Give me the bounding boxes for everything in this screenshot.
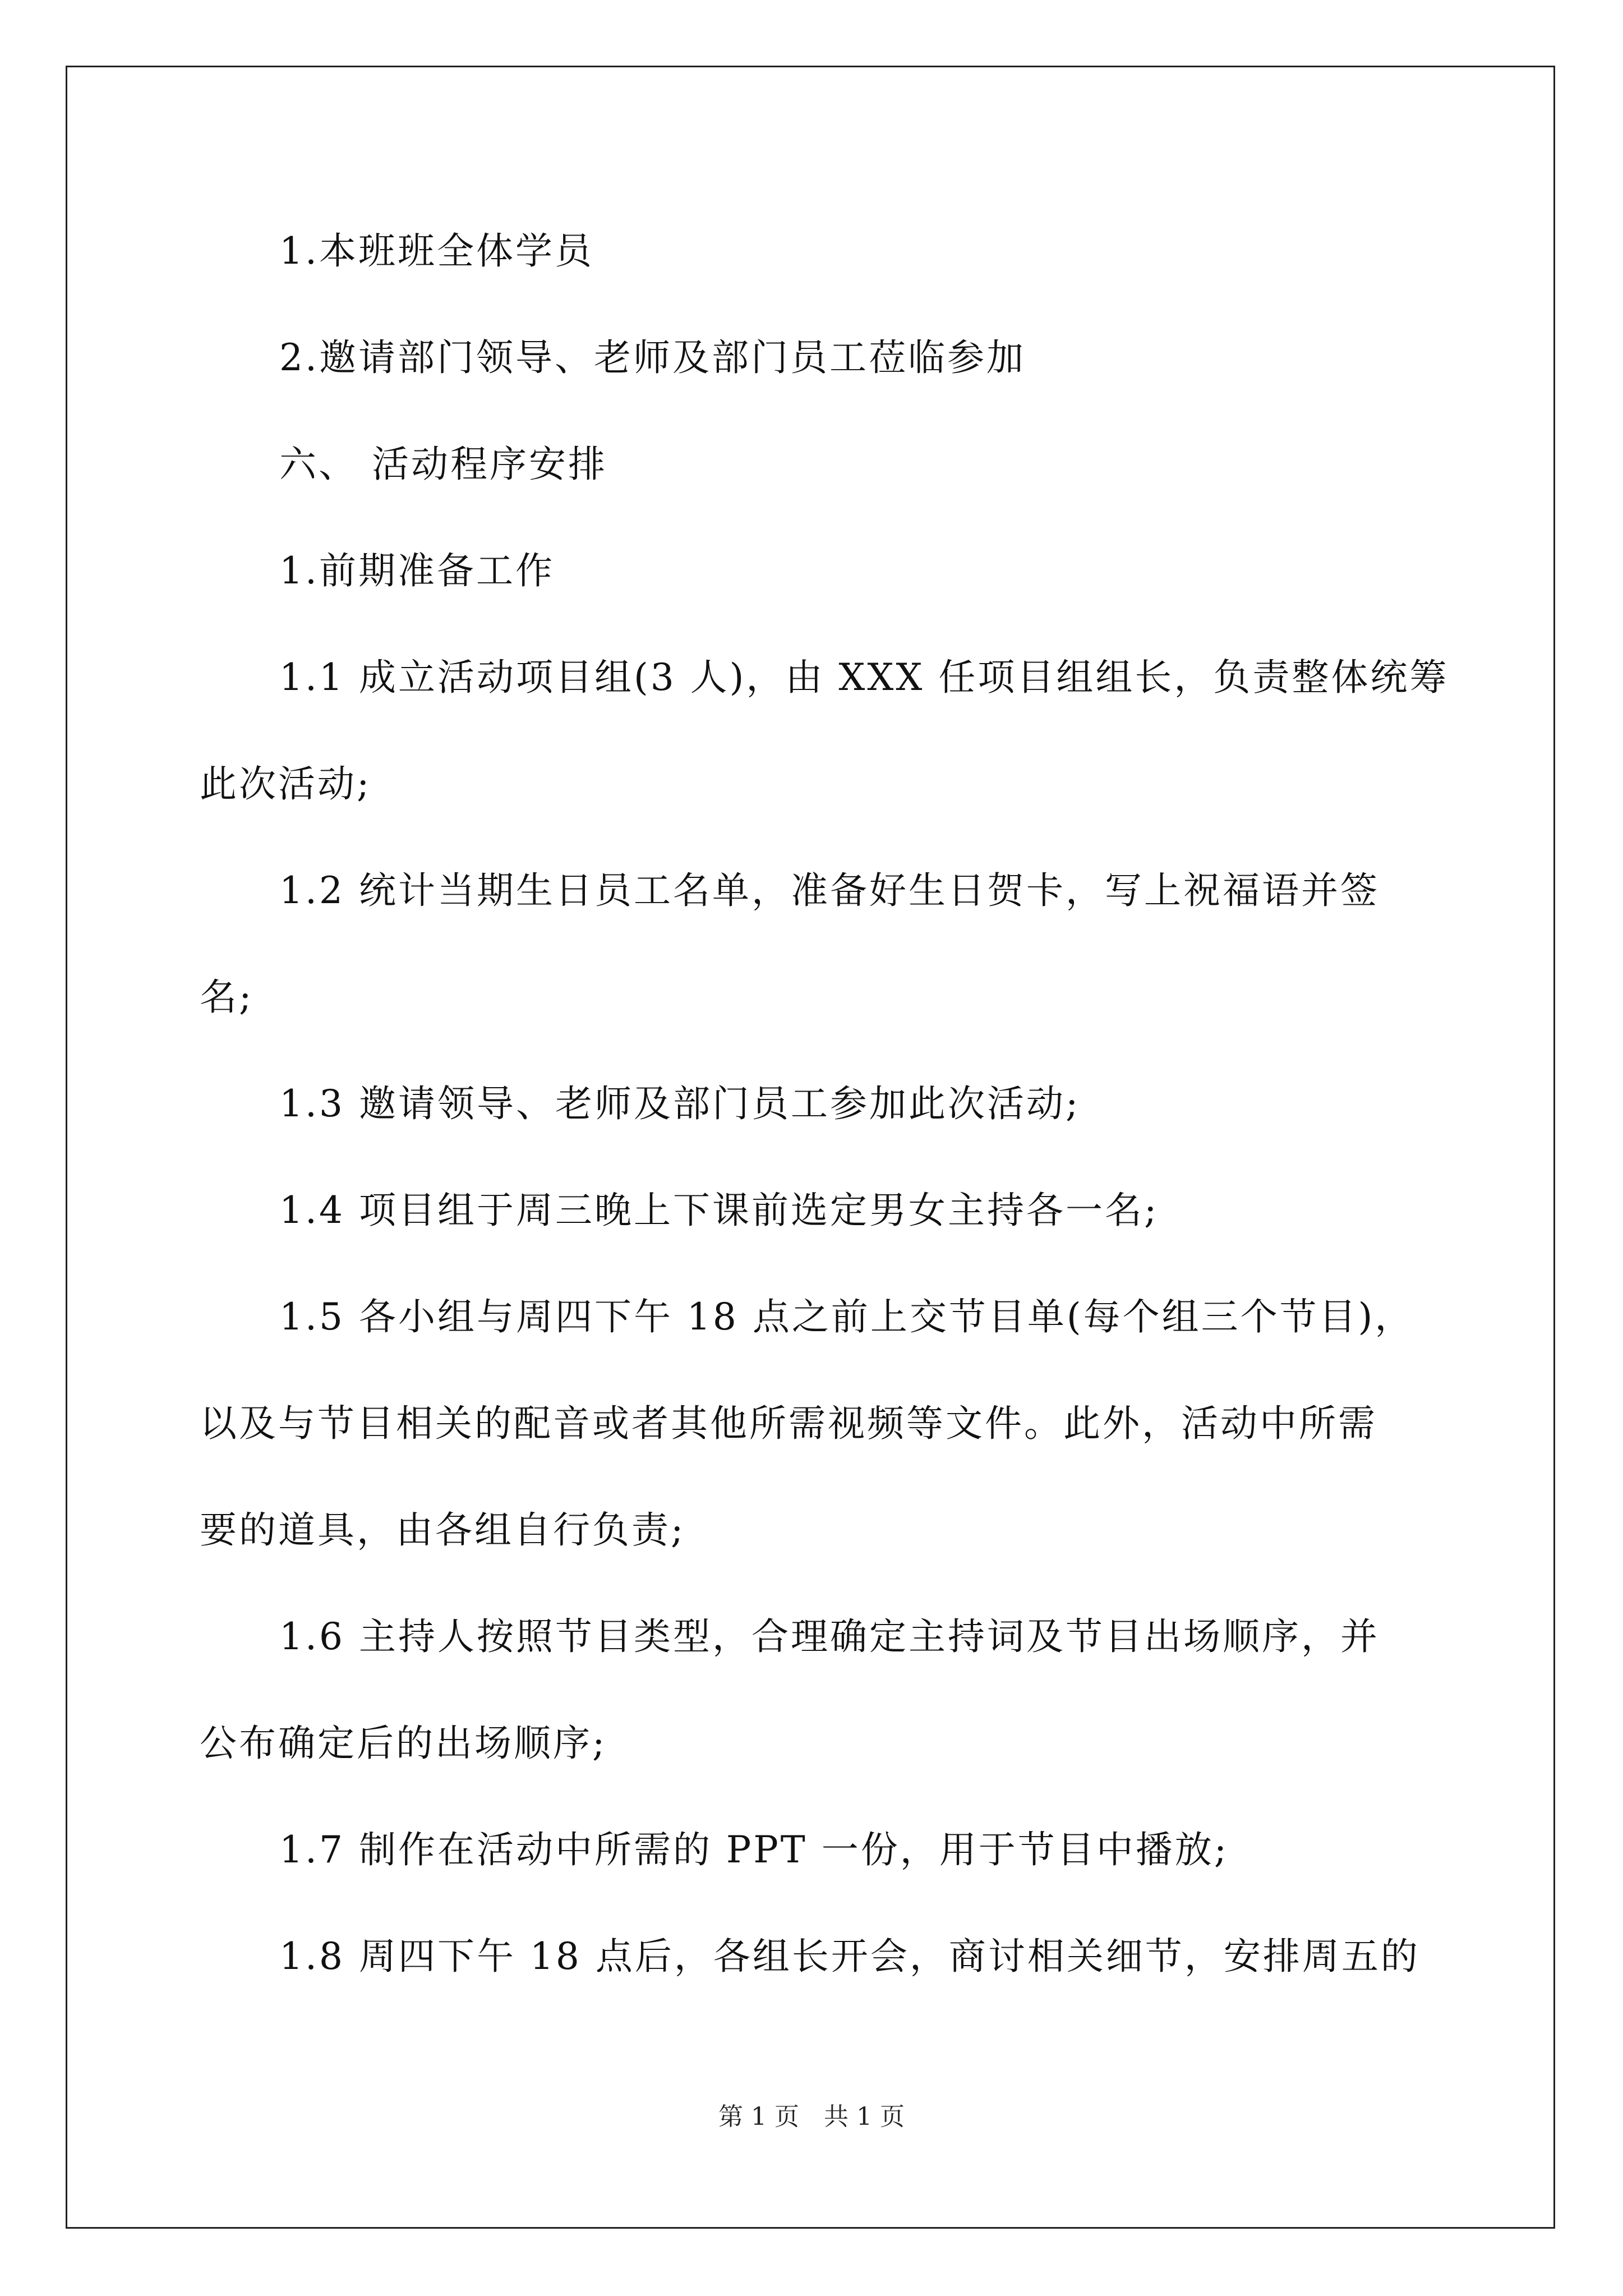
text-line: 名; [200,976,254,1019]
text-line: 1.1 成立活动项目组(3 人)，由 XXX 任项目组组长，负责整体统筹 [279,656,1449,699]
text-line: 1.6 主持人按照节目类型，合理确定主持词及节目出场顺序，并 [279,1615,1380,1658]
text-line: 1.2 统计当期生日员工名单，准备好生日贺卡，写上祝福语并签 [279,869,1380,912]
text-line: 1.前期准备工作 [279,549,555,592]
text-line: 此次活动; [200,762,372,806]
section-heading: 六、 活动程序安排 [279,443,607,486]
page-border [66,66,1555,2229]
text-line: 1.5 各小组与周四下午 18 点之前上交节目单(每个组三个节目)， [279,1295,1414,1338]
text-line: 1.4 项目组于周三晚上下课前选定男女主持各一名; [279,1189,1159,1232]
text-line: 1.3 邀请领导、老师及部门员工参加此次活动; [279,1082,1081,1125]
text-line: 公布确定后的出场顺序; [200,1722,607,1765]
text-line: 以及与节目相关的配音或者其他所需视频等文件。此外，活动中所需 [200,1402,1377,1445]
text-line: 1.7 制作在活动中所需的 PPT 一份，用于节目中播放; [279,1828,1229,1871]
page-number-footer: 第 1 页 共 1 页 [718,2102,905,2131]
text-line: 1.本班班全体学员 [279,229,594,273]
text-line: 1.8 周四下午 18 点后，各组长开会，商讨相关细节，安排周五的 [279,1935,1420,1978]
text-line: 2.邀请部门领导、老师及部门员工莅临参加 [279,336,1026,379]
text-line: 要的道具，由各组自行负责; [200,1508,686,1552]
